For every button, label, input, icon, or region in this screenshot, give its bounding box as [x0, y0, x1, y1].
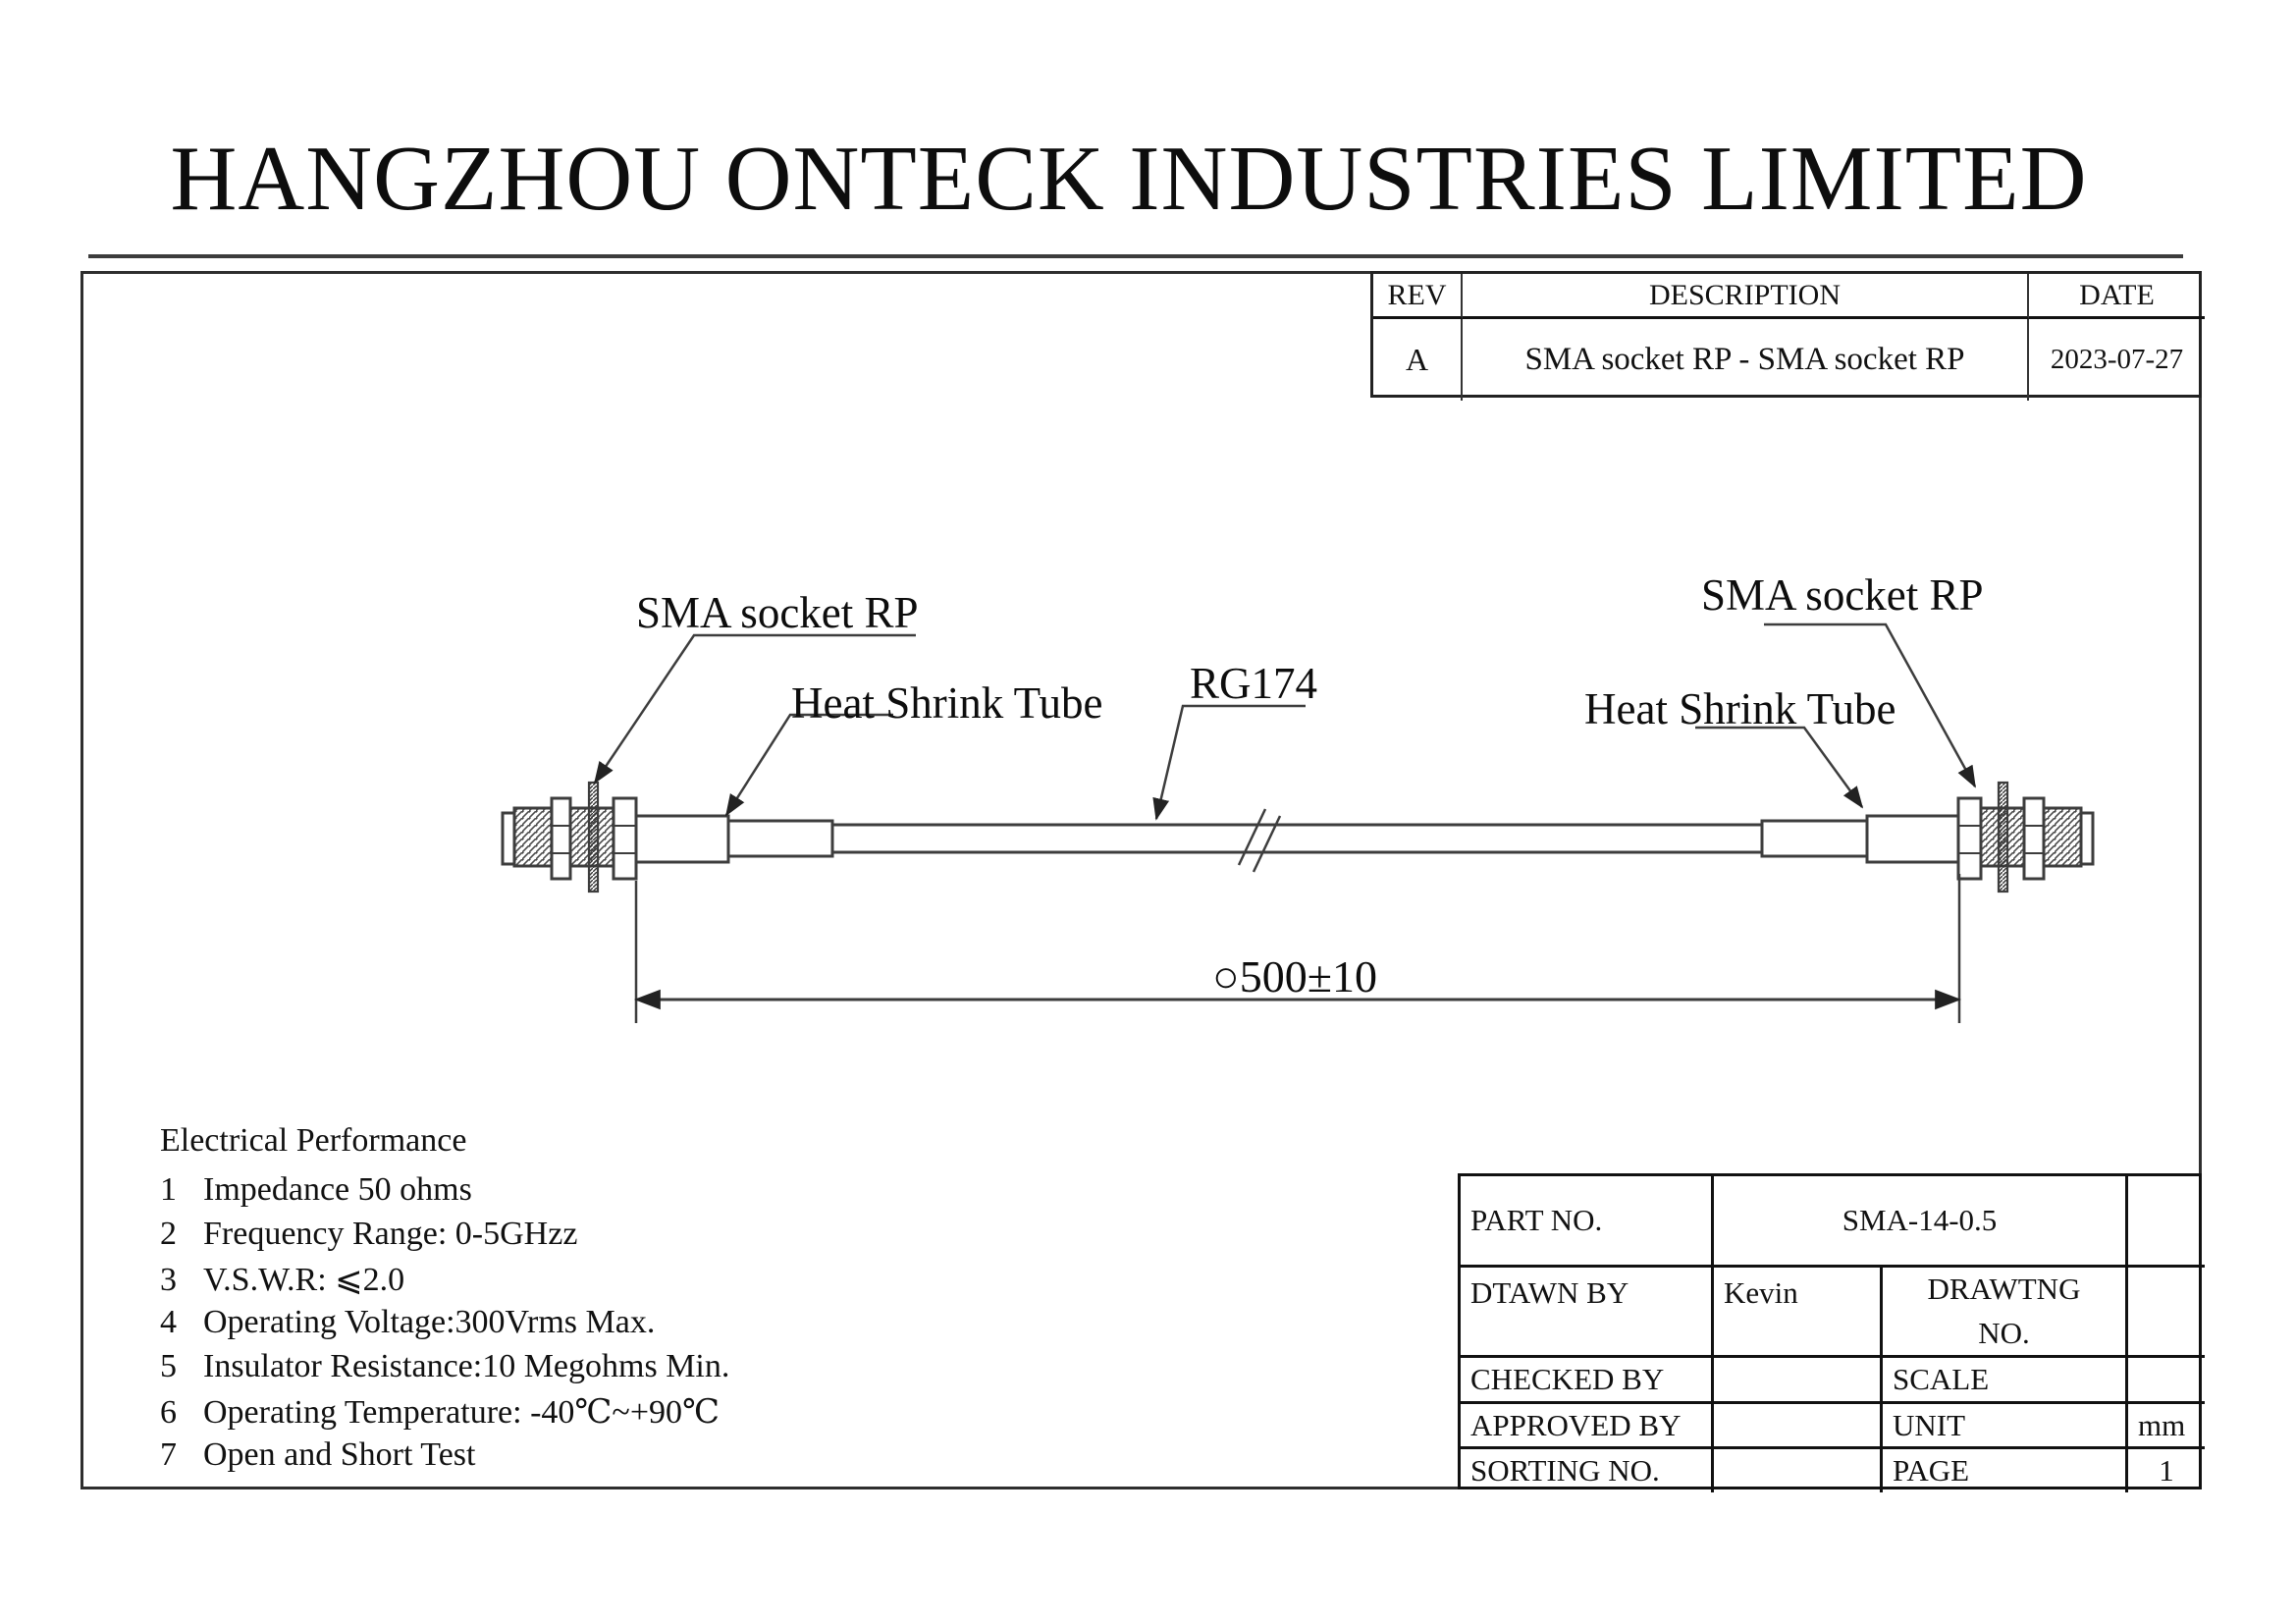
ep-item-7: [160, 1436, 475, 1481]
unit-label-cell: UNIT: [1883, 1404, 2128, 1449]
unit-value-cell: mm: [2128, 1404, 2205, 1449]
ep-item-text: Frequency Range: 0-5GHzz: [203, 1216, 578, 1252]
ep-item-text: Operating Temperature: -40℃~+90℃: [203, 1394, 721, 1431]
sorting-no-value-cell: [1714, 1449, 1883, 1492]
description-header-cell: DESCRIPTION: [1463, 274, 2029, 319]
description-value-cell: SMA socket RP - SMA socket RP: [1463, 319, 2029, 401]
empty-cell: [2128, 1176, 2205, 1268]
label-connector-right: SMA socket RP: [1701, 570, 1984, 620]
electrical-performance-heading: Electrical Performance: [160, 1122, 467, 1159]
approved-by-value-cell: [1714, 1404, 1883, 1449]
drawn-by-label-cell: DTAWN BY: [1461, 1268, 1714, 1358]
ep-item-text: Open and Short Test: [203, 1436, 476, 1473]
coax-cable: [832, 809, 1762, 872]
left-crimp-and-tube: [636, 816, 832, 862]
ep-item-4: [160, 1304, 655, 1348]
scale-label-cell: SCALE: [1883, 1358, 2128, 1404]
title-block-table: [1458, 1173, 2202, 1489]
ep-item-num: 2: [160, 1216, 177, 1252]
rev-header-cell: REV: [1373, 274, 1463, 319]
left-connector: [503, 783, 636, 892]
page-value-cell: 1: [2159, 1453, 2174, 1488]
right-crimp-and-tube: [1762, 816, 1958, 862]
ep-item-3: [160, 1260, 404, 1304]
ep-item-6: [160, 1392, 720, 1436]
ep-item-text: Operating Voltage:300Vrms Max.: [203, 1304, 656, 1340]
rev-value-cell: A: [1373, 319, 1463, 401]
checked-by-label-cell: CHECKED BY: [1461, 1358, 1714, 1404]
checked-by-value-cell: [1714, 1358, 1883, 1404]
ep-item-text: Impedance 50 ohms: [203, 1171, 472, 1208]
part-no-label-cell: PART NO.: [1461, 1176, 1714, 1268]
date-value-cell: 2023-07-27: [2050, 344, 2184, 375]
ep-item-2: [160, 1216, 577, 1260]
page-label-cell: PAGE: [1883, 1449, 2128, 1492]
ep-item-5: [160, 1348, 729, 1392]
label-connector-left: SMA socket RP: [636, 588, 919, 637]
ep-item-num: 4: [160, 1304, 177, 1340]
label-cable-type: RG174: [1190, 659, 1318, 708]
approved-by-label-cell: APPROVED BY: [1461, 1404, 1714, 1449]
label-heat-shrink-left: Heat Shrink Tube: [791, 678, 1103, 728]
ep-item-text: V.S.W.R: ⩽2.0: [203, 1262, 405, 1298]
drawn-by-value-cell: Kevin: [1714, 1268, 1883, 1358]
ep-item-1: [160, 1171, 472, 1216]
drawing-no-label-cell: [1883, 1268, 2128, 1358]
page-title: HANGZHOU ONTECK INDUSTRIES LIMITED: [170, 128, 2088, 230]
empty-cell: [2128, 1268, 2205, 1358]
ep-item-num: 5: [160, 1348, 177, 1384]
drawing-no-label: DRAWTNG NO.: [1927, 1271, 2081, 1350]
date-header-cell: DATE: [2029, 274, 2205, 319]
ep-item-num: 7: [160, 1436, 177, 1473]
part-no-value-cell: SMA-14-0.5: [1714, 1176, 2128, 1268]
dimension-label: ○500±10: [1212, 951, 1378, 1001]
ep-item-num: 1: [160, 1171, 177, 1208]
ep-item-text: Insulator Resistance:10 Megohms Min.: [203, 1348, 730, 1384]
ep-item-num: 3: [160, 1262, 177, 1298]
right-connector: [1958, 783, 2093, 892]
sorting-no-label-cell: SORTING NO.: [1461, 1449, 1714, 1492]
ep-item-num: 6: [160, 1394, 177, 1431]
label-heat-shrink-right: Heat Shrink Tube: [1584, 684, 1896, 733]
scale-value-cell: [2128, 1358, 2205, 1404]
